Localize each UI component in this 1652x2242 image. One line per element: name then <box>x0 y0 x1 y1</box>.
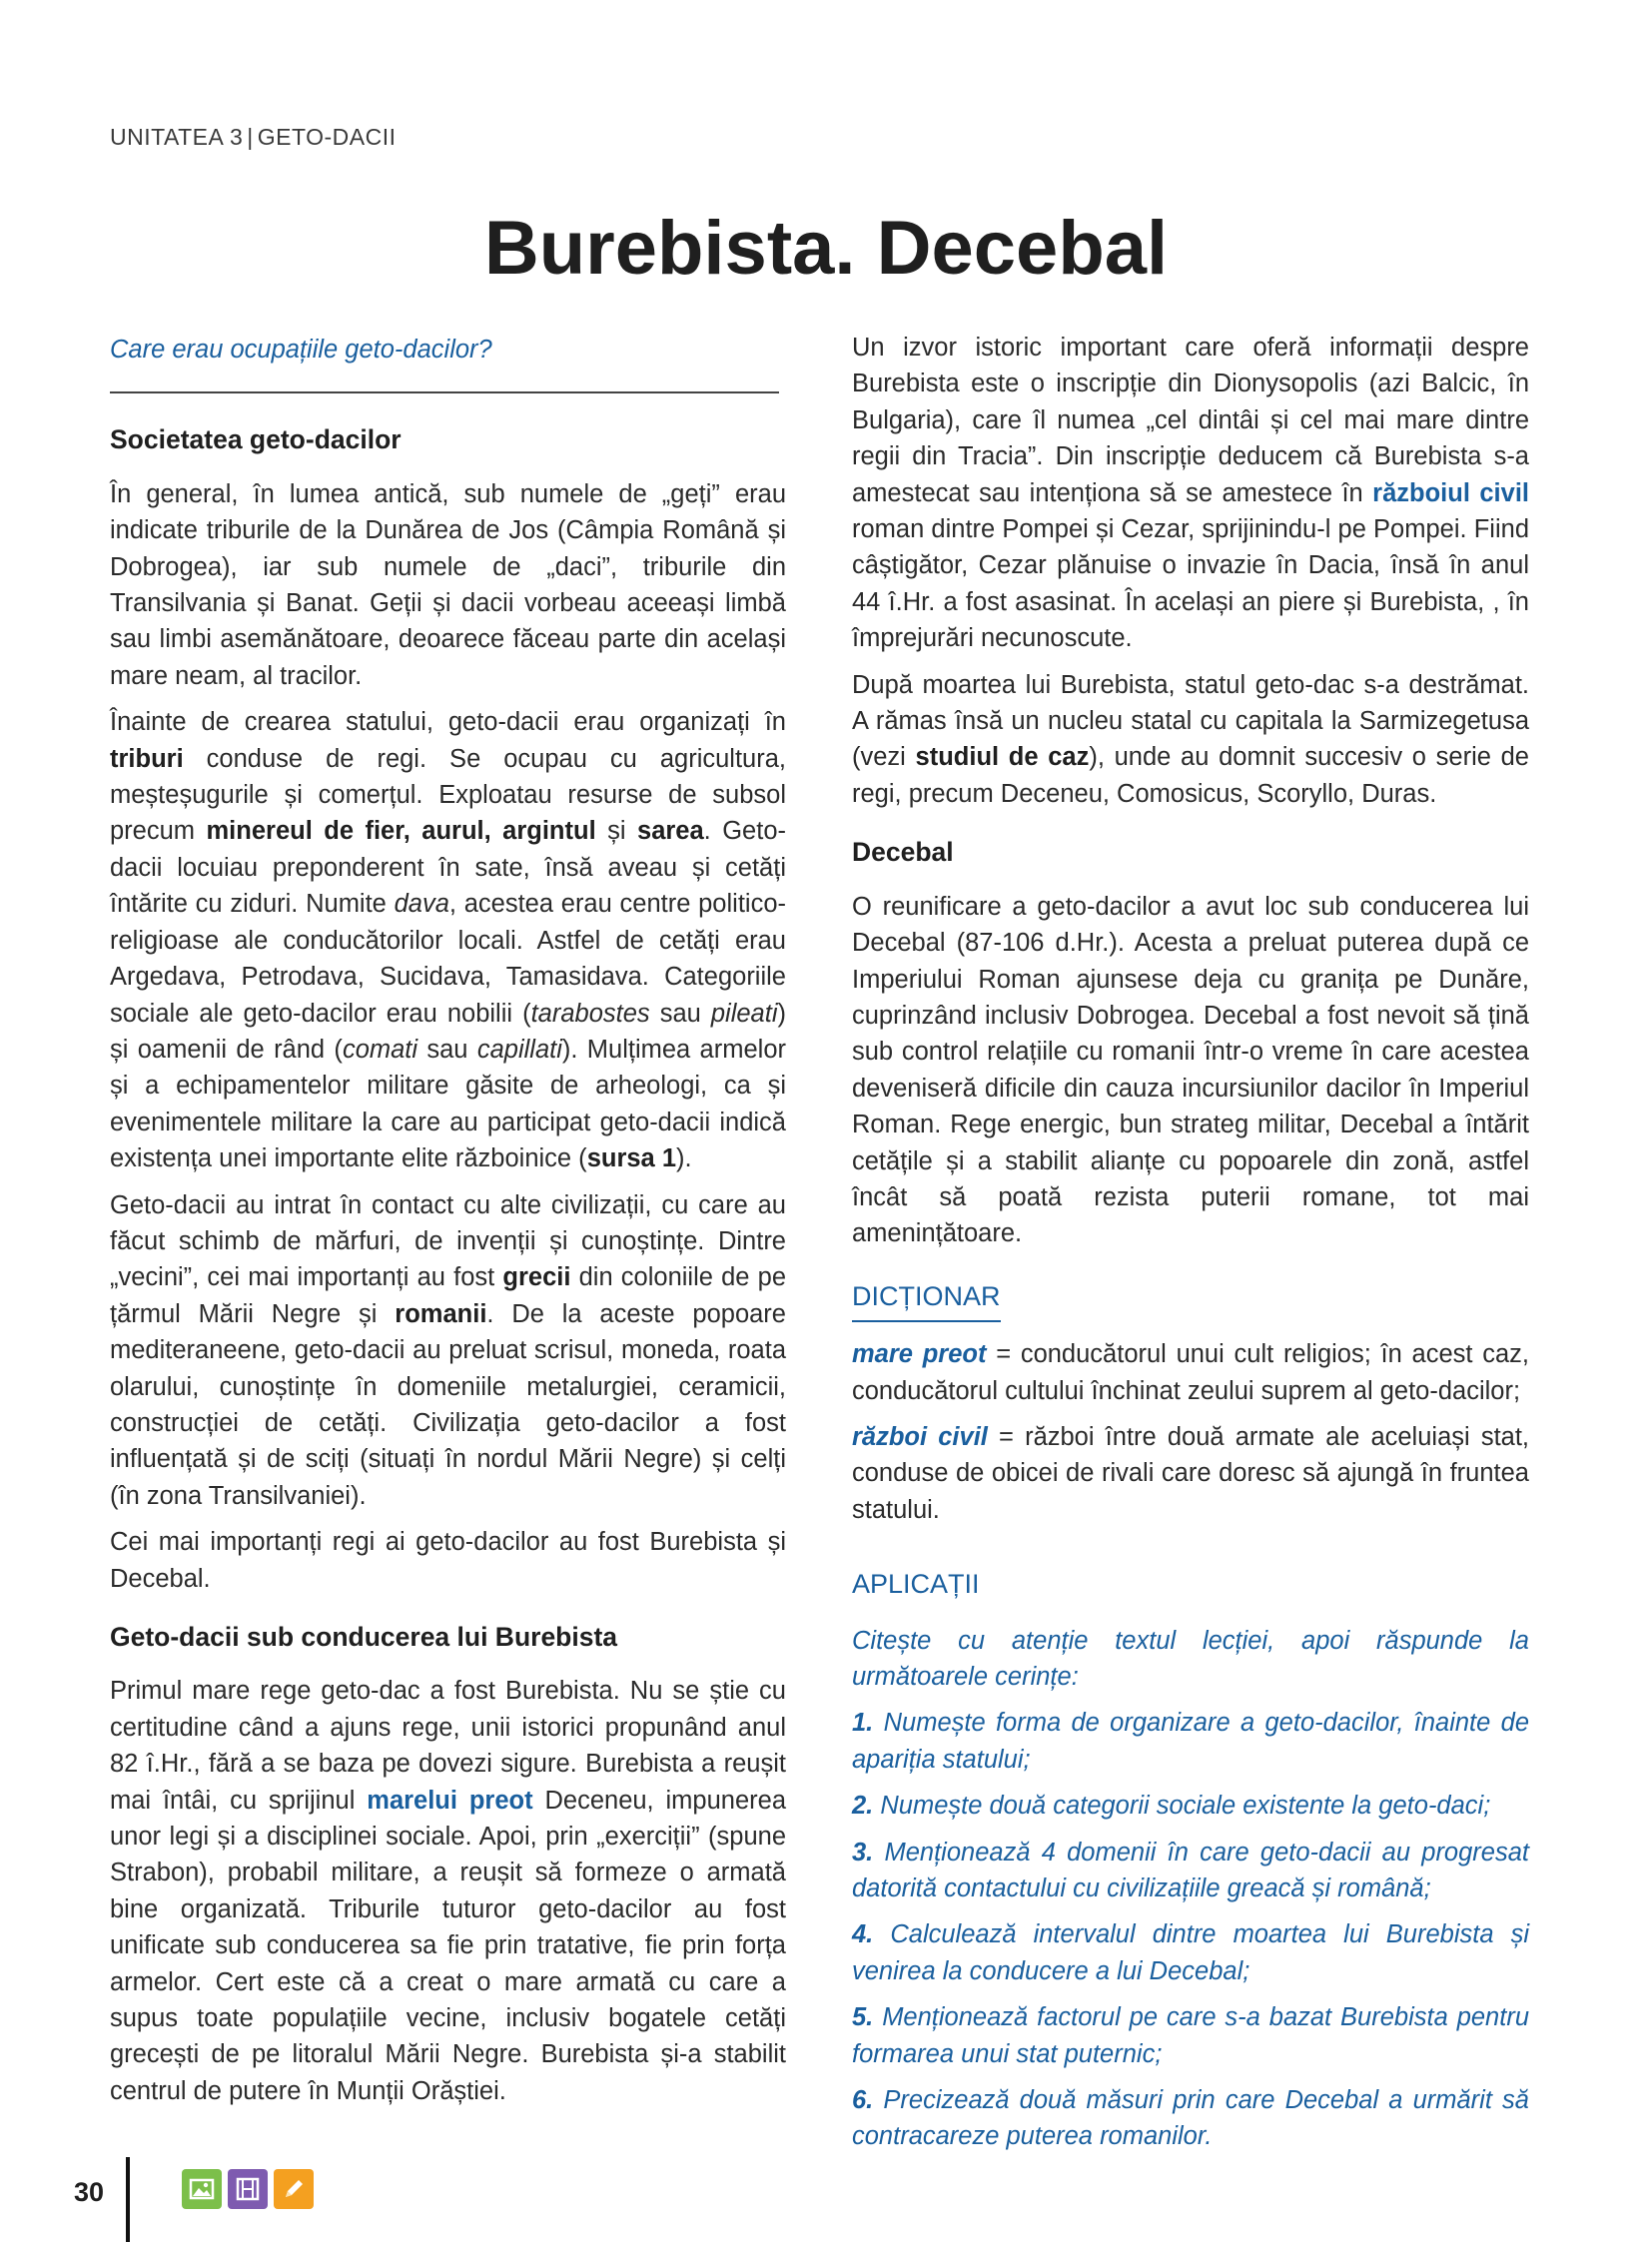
paragraph: Un izvor istoric important care oferă informații despre Burebista este o inscripție din Dionysopolis (azi Balcic, în Bulgaria), care îl numea „cel dintâi și cel mai mare dintre regii din Tracia”. Din inscripție deducem că Burebista s-a amestecat sau intenționa să se amestece în războiul civil roman dintre Pompei și Cezar, sprijinindu-l pe Pompei. Fiind câștigător, Cezar plănuise o invazie în Dacia, însă în anul 44 î.Hr. a fost asasinat. În același an piere și Burebista, , în împrejurări necunoscute. <box>852 334 1529 653</box>
unit-topic: GETO-DACII <box>257 124 397 150</box>
application-item: 6. Precizează două măsuri prin care Decebal a urmărit să contracareze puterea romanilor. <box>852 2086 1529 2151</box>
paragraph: Înainte de crearea statului, geto-dacii erau organizați în triburi conduse de regi. Se ocupau cu agricultura, meșteșugurile și comerțul. Exploatau resurse de subsol precum minereul de fier, aurul, argintul și sarea. Geto-dacii locuiau preponderent în sate, însă aveau și cetăți întărite cu ziduri. Numite dava, acestea erau centre politico-religioase ale conducătorilor locali. Astfel de cetăți erau Argedava, Petrodava, Sucidava, Tamasidava. Categoriile sociale ale geto-dacilor erau nobilii (tarabostes sau pileati) și oamenii de rând (comati sau capillati). Mulțimea armelor și a echipamentelor militare găsite de arheologi, ca și evenimentele militare la care au participat geto-dacii indică existența unei importante elite războinice (sursa 1). <box>110 708 786 1173</box>
paragraph: O reunificare a geto-dacilor a avut loc sub conducerea lui Decebal (87-106 d.Hr.). Acesta a preluat puterea după ce Imperiului Roman ajunsese deja cu granița pe Dunăre, cuprinzând inclusiv Dobrogea. Decebal a fost nevoit să țină sub control relațiile cu romanii într-o vreme în care acestea deveniseră dificile din cauza incursiunilor dacilor în Imperiul Roman. Rege energic, bun strateg militar, Decebal a întărit cetățile și a stabilit alianțe cu popoarele din zonă, astfel încât să poată rezista puterii romane, tot mai amenințătoare. <box>852 892 1529 1248</box>
application-item: 3. Menționează 4 domenii în care geto-dacii au progresat datorită contactului cu civilizațiile greacă și română; <box>852 1838 1529 1903</box>
paragraph: Geto-dacii au intrat în contact cu alte civilizații, cu care au făcut schimb de mărfuri, de invenții și cunoștințe. Dintre „vecini”, cei mai importanți au fost grecii din coloniile de pe țărmul Mării Negre și romanii. De la aceste popoare mediteraneene, geto-dacii au preluat scrisul, moneda, roata olarului, cunoștințe în domeniile metalurgiei, ceramicii, construcției de cetăți. Civilizația geto-dacilor a fost influențată și de sciți (situați în nordul Mării Negre) și celți (în zona Transilvaniei). <box>110 1190 787 1510</box>
dictionary-entry: mare preot = conducătorul unui cult religios; în acest caz, conducătorul cultului închinat zeului suprem al geto-dacilor; <box>852 1340 1530 1405</box>
application-item: 4. Calculează intervalul dintre moartea lui Burebista și venirea la conducere a lui Decebal; <box>852 1920 1529 1985</box>
dictionary-heading: DICȚIONAR <box>852 1278 1001 1322</box>
footer-divider <box>126 2157 130 2242</box>
image-icon[interactable] <box>182 2169 222 2209</box>
paragraph: Cei mai importanți regi ai geto-dacilor au fost Burebista și Decebal. <box>110 1528 786 1593</box>
header-separator: | <box>247 124 254 150</box>
page-number: 30 <box>74 2177 105 2207</box>
answer-line <box>110 391 779 393</box>
unit-header <box>110 124 396 151</box>
paragraph: După moartea lui Burebista, statul geto-dac s-a destrămat. A rămas însă un nucleu statal cu capitala la Sarmizegetusa (vezi studiul de caz), unde au domnit succesiv o serie de regi, precum Deceneu, Comosicus, Scoryllo, Duras. <box>852 670 1529 808</box>
section-heading-decebal: Decebal <box>852 837 954 868</box>
left-column <box>110 332 786 2119</box>
applications-heading: APLICAȚII <box>852 1569 980 1600</box>
application-item: 2. Numește două categorii sociale existente la geto-daci; <box>852 1792 1491 1821</box>
unit-label: UNITATEA 3 <box>110 124 244 150</box>
film-icon[interactable] <box>228 2169 268 2209</box>
section-heading-society: Societatea geto-dacilor <box>110 424 402 455</box>
paragraph: Primul mare rege geto-dac a fost Burebista. Nu se știe cu certitudine când a ajuns rege, unii istorici propunând anul 82 î.Hr., fără a se baza pe dovezi sigure. Burebista a reușit mai întâi, cu sprijinul marelui preot Deceneu, impunerea unor legi și a disciplinei sociale. Apoi, prin „exerciții” (spune Strabon), probabil militare, a reușit să formeze o armată bine organizată. Triburile tuturor geto-dacilor au fost unificate sub conducerea sa fie prin tratative, fie prin forța armelor. Cert este că a creat o mare armată cu care a supus toate populațiile vecine, inclusiv bogatele cetăți grecești de pe litoralul Mării Negre. Burebista și-a stabilit centrul de putere în Munții Orăștiei. <box>110 1677 787 2105</box>
dictionary-entry: război civil = război între două armate ale aceluiași stat, conduse de obicei de rivali care doresc să ajungă în fruntea statului. <box>852 1422 1530 1524</box>
pencil-icon[interactable] <box>274 2169 314 2209</box>
right-column <box>852 330 1529 2165</box>
paragraph: În general, în lumea antică, sub numele de „geți” erau indicate triburile de la Dunărea de Jos (Câmpia Română și Dobrogea), iar sub numele de „daci”, triburile din Transilvania și Banat. Geții și dacii vorbeau aceeași limbă sau limbi asemănătoare, deoarece făceau parte din același mare neam, al tracilor. <box>110 479 786 690</box>
page-title: Burebista. Decebal <box>483 206 1169 291</box>
lesson-question: Care erau ocupațiile geto-dacilor? <box>110 336 492 364</box>
application-item: 1. Numește forma de organizare a geto-dacilor, înainte de apariția statului; <box>852 1709 1529 1774</box>
application-item: 5. Menționează factorul pe care s-a bazat Burebista pentru formarea unui stat puternic; <box>852 2003 1529 2068</box>
applications-intro: Citește cu atenție textul lecției, apoi răspunde la următoarele cerințe: <box>852 1626 1529 1691</box>
section-heading-burebista: Geto-dacii sub conducerea lui Burebista <box>110 1622 618 1652</box>
